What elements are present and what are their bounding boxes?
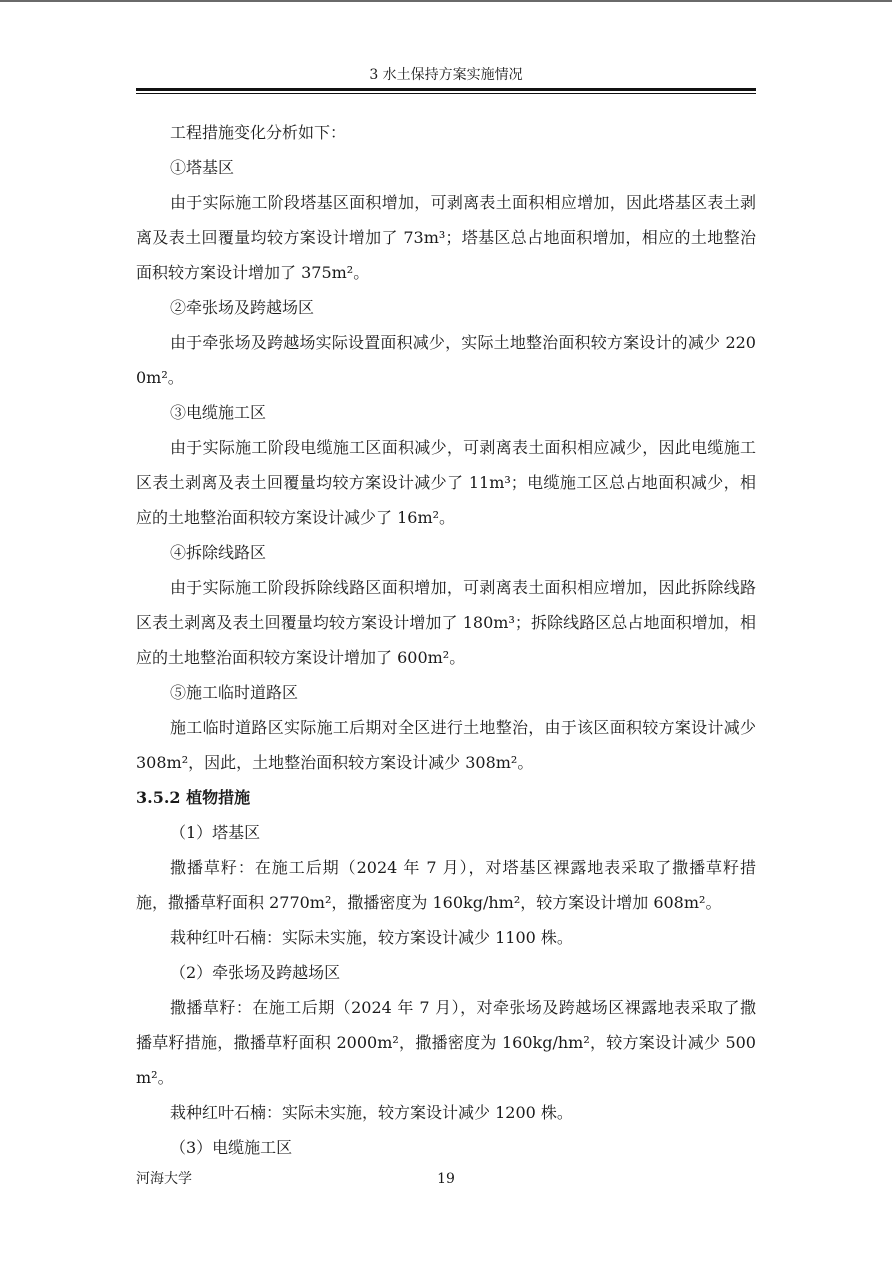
paragraph-cable-area: 由于实际施工阶段电缆施工区面积减少，可剥离表土面积相应减少，因此电缆施工区表土剥离及表土回覆量均较方案设计减少了 11m³；电缆施工区总占地面积减少，相应的土地整治面积较方案设计减少了 16m²。 [136,438,756,527]
page-top-border [0,0,892,2]
paragraph-plant-tension-field-seeding: 撒播草籽：在施工后期（2024 年 7 月），对牵张场及跨越场区裸露地表采取了撒播草籽措施，撒播草籽面积 2000m²，撒播密度为 160kg/hm²，较方案设计减少 500m²。 [136,998,756,1087]
section-heading-plant-measures: 3.5.2 植物措施 [136,788,251,807]
paragraph-demolition-line: 由于实际施工阶段拆除线路区面积增加，可剥离表土面积相应增加，因此拆除线路区表土剥离及表土回覆量均较方案设计增加了 180m³；拆除线路区总占地面积增加，相应的土地整治面积较方案设计增加了 600m²。 [136,578,756,667]
paragraph-tower-base: 由于实际施工阶段塔基区面积增加，可剥离表土面积相应增加，因此塔基区表土剥离及表土回覆量均较方案设计增加了 73m³；塔基区总占地面积增加，相应的土地整治面积较方案设计增加了 375m²。 [136,193,756,282]
subheading-demolition-line: ④拆除线路区 [170,543,267,562]
paragraph-plant-tower-base-seeding: 撒播草籽：在施工后期（2024 年 7 月），对塔基区裸露地表采取了撒播草籽措施，撒播草籽面积 2770m²，撒播密度为 160kg/hm²，较方案设计增加 608m²。 [136,858,756,912]
body-text [136,115,756,1165]
subheading-tower-base: ①塔基区 [170,158,235,177]
subheading-plant-cable-area: （3）电缆施工区 [170,1138,293,1157]
intro-line: 工程措施变化分析如下： [170,123,347,142]
subheading-temp-road: ⑤施工临时道路区 [170,683,299,702]
paragraph-plant-tension-field-photinia: 栽种红叶石楠：实际未实施，较方案设计减少 1200 株。 [170,1103,573,1122]
subheading-plant-tension-field: （2）牵张场及跨越场区 [170,963,341,982]
subheading-cable-area: ③电缆施工区 [170,403,267,422]
paragraph-temp-road: 施工临时道路区实际施工后期对全区进行土地整治，由于该区面积较方案设计减少 308m²，因此，土地整治面积较方案设计减少 308m²。 [136,718,756,772]
subheading-plant-tower-base: （1）塔基区 [170,823,261,842]
paragraph-tension-field: 由于牵张场及跨越场实际设置面积减少，实际土地整治面积较方案设计的减少 2200m²。 [136,333,756,387]
paragraph-plant-tower-base-photinia: 栽种红叶石楠：实际未实施，较方案设计减少 1100 株。 [170,928,573,947]
footer-institution: 河海大学 [136,1171,192,1187]
header-rule-thick [136,88,756,91]
footer-page-number: 19 [437,1171,455,1187]
header-rule-thin [136,93,756,94]
running-header: 3 水土保持方案实施情况 [369,67,523,83]
subheading-tension-field: ②牵张场及跨越场区 [170,298,315,317]
